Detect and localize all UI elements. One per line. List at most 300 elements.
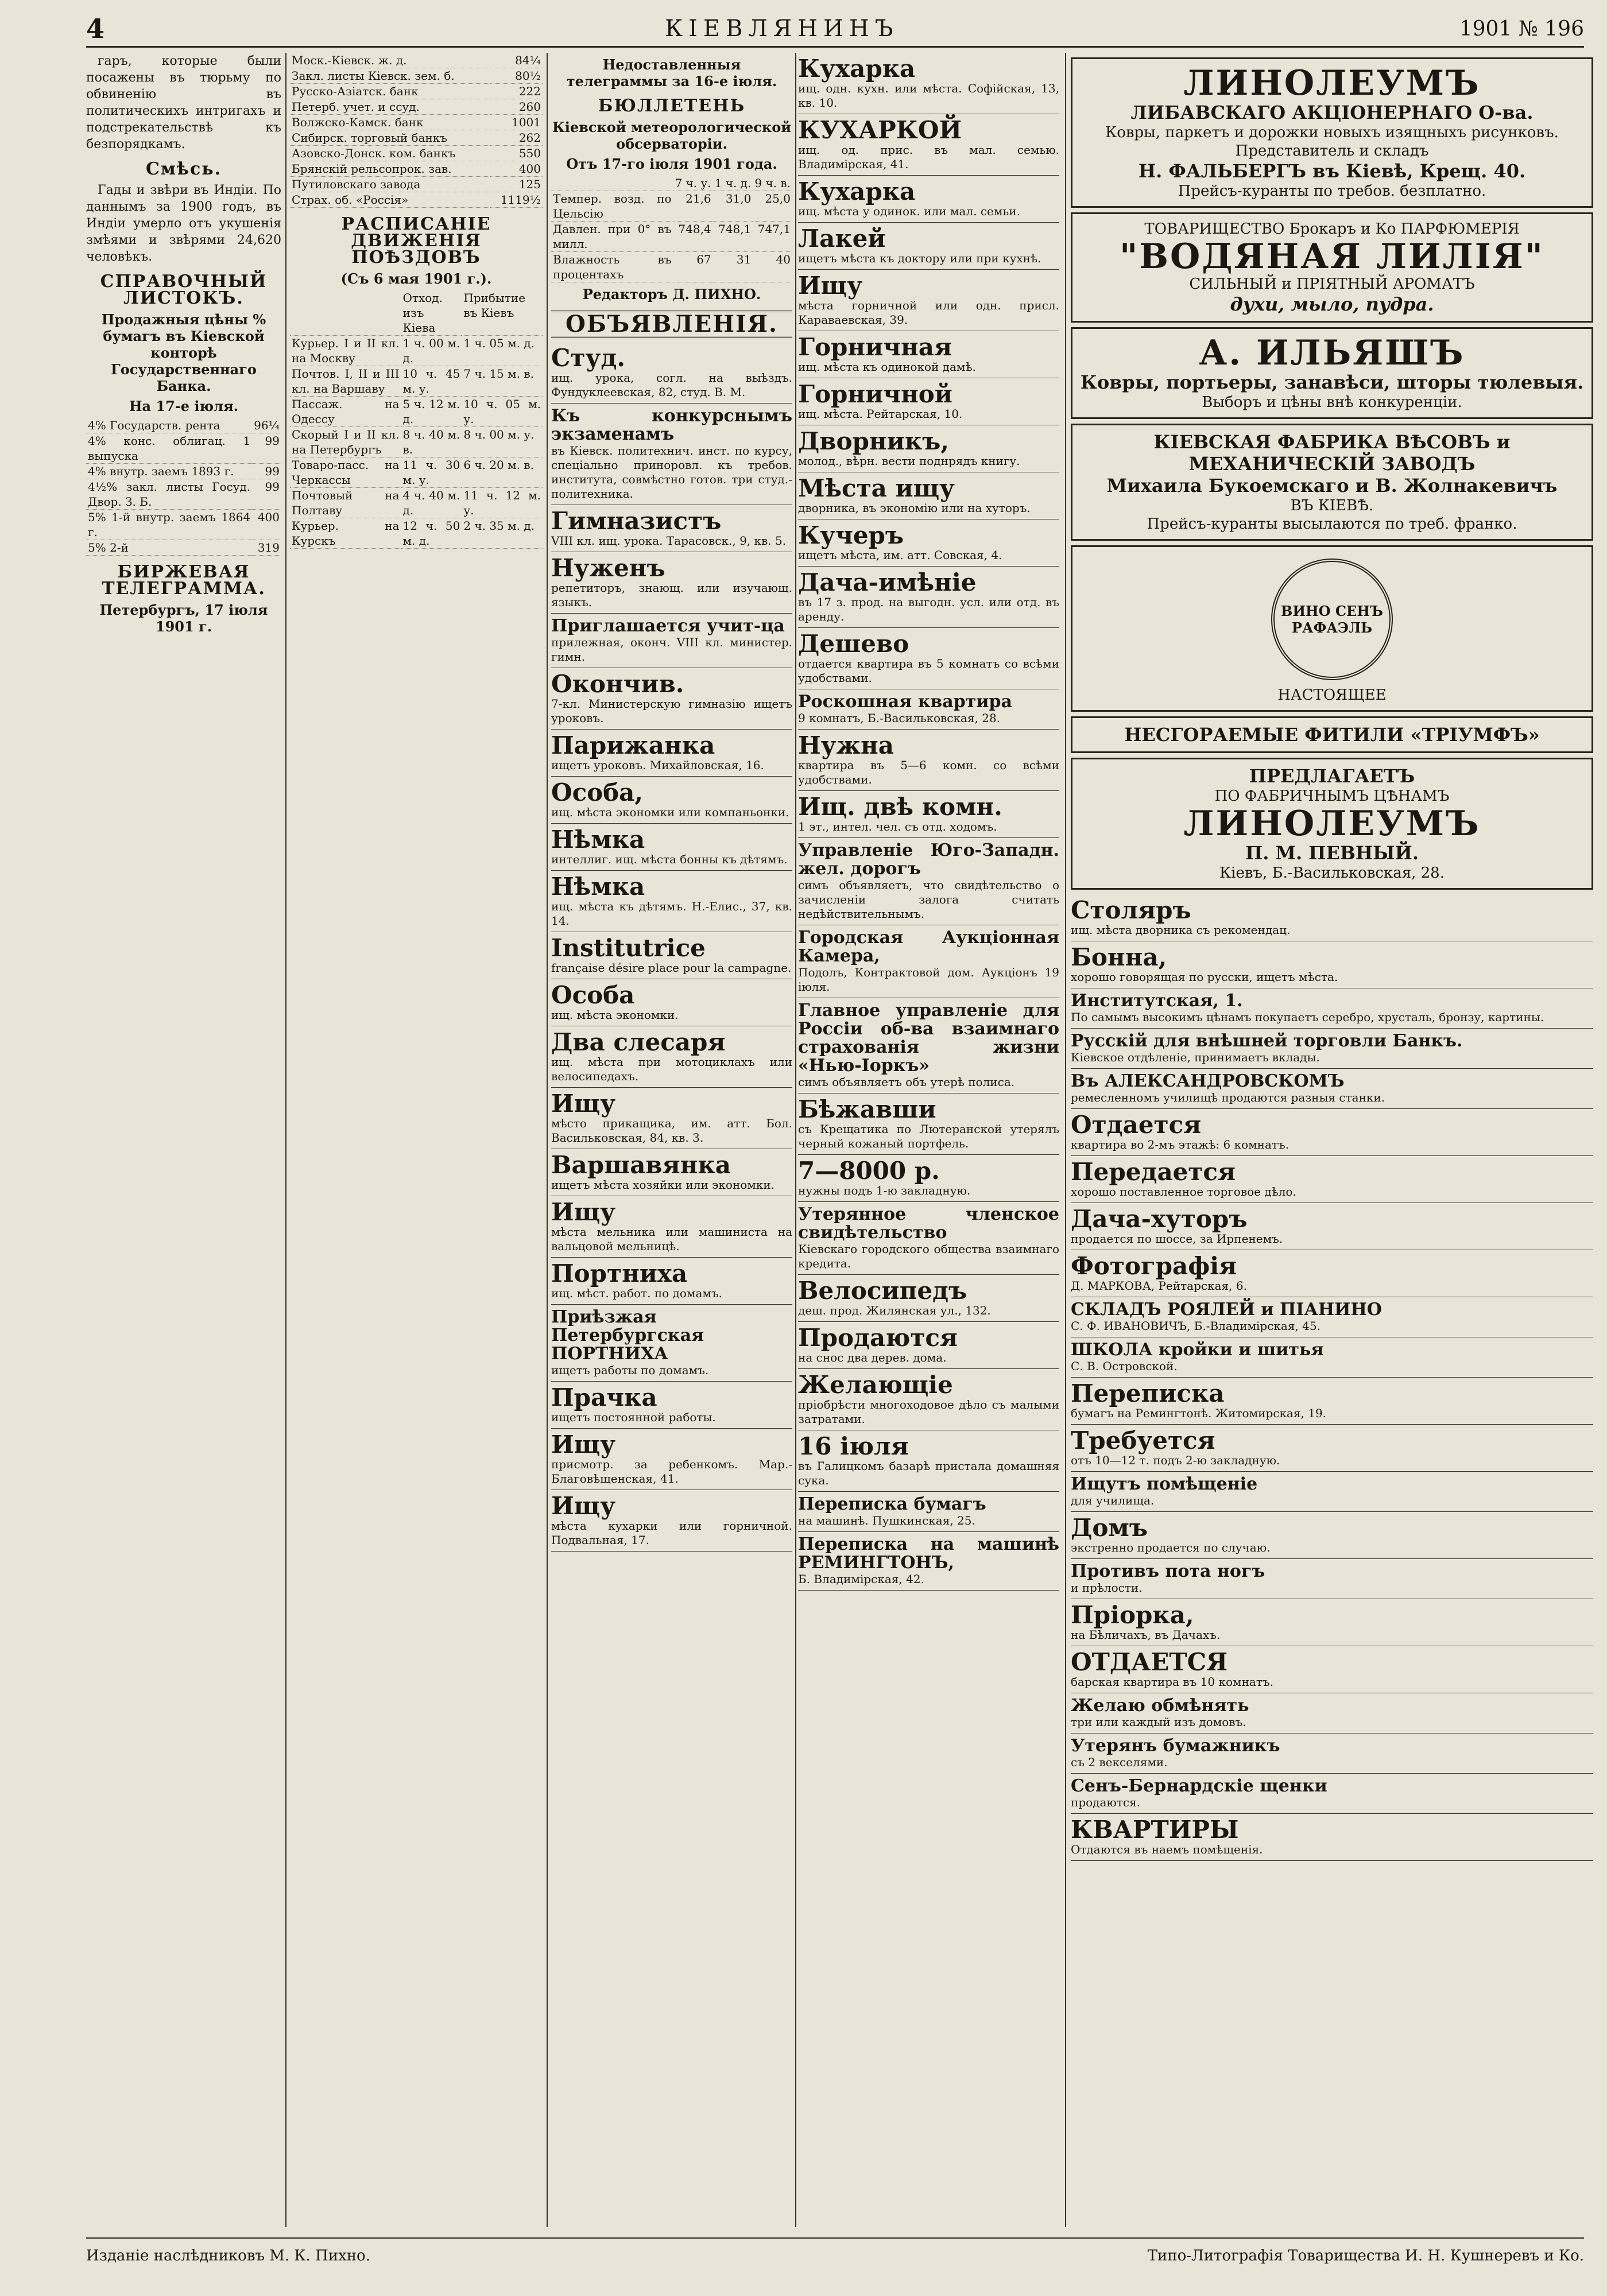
ilyash-title: А. ИЛЬЯШЪ <box>1199 333 1465 373</box>
ad-text: мѣста мельника или машиниста на вальцовой мельницѣ. <box>551 1225 792 1253</box>
stock-value: 260 <box>490 99 543 115</box>
table-row <box>290 192 543 208</box>
train-route: Почтов. I, II и III кл. на Варшаву <box>290 366 401 397</box>
classified-ad <box>798 925 1059 998</box>
smes-text: Гады и звѣри въ Индіи. По даннымъ за 1900 годъ, въ Индіи умерло отъ укушенія змѣями и звѣрями 24,620 человѣкъ. <box>86 183 281 264</box>
weather-value: 748,4 <box>673 222 713 252</box>
linoleum2-title: ЛИНОЛЕУМЪ <box>1183 804 1481 844</box>
weather-value: 67 <box>673 252 713 282</box>
lamp-ad <box>1071 716 1593 753</box>
page-header <box>86 11 1584 48</box>
ad-keyword: Дача-хуторъ <box>1071 1205 1248 1233</box>
train-route: Курьер. на Курскъ <box>290 518 401 549</box>
linoleum2-dealer: П. М. ПЕВНЫЙ. <box>1245 842 1419 864</box>
ad-keyword: Бѣжавши <box>798 1095 936 1123</box>
ad-keyword: Фотографія <box>1071 1252 1237 1280</box>
ad-keyword: Передается <box>1071 1158 1236 1186</box>
rate-value: 99 <box>252 433 281 464</box>
ad-text: С. Ф. ИВАНОВИЧЪ, Б.-Владимірская, 45. <box>1071 1319 1321 1333</box>
ad-text: отъ 10—12 т. подъ 2-ю закладную. <box>1071 1453 1280 1467</box>
ad-text: хорошо говорящая по русски, ищетъ мѣста. <box>1071 970 1338 984</box>
ad-text: съ Крещатика по Лютеранской утерялъ черный кожаный портфель. <box>798 1122 1059 1150</box>
ad-text: отдается квартира въ 5 комнатъ со всѣми удобствами. <box>798 657 1059 685</box>
ad-text: ремесленномъ училищѣ продаются разныя станки. <box>1071 1091 1385 1104</box>
ad-keyword: Особа, <box>551 778 644 806</box>
section-title-birzha: БИРЖЕВАЯ ТЕЛЕГРАММА. <box>102 562 266 599</box>
table-row <box>86 479 281 510</box>
stock-name: Брянскій рельсопрок. зав. <box>290 161 490 177</box>
column-exchange <box>290 53 543 2227</box>
ad-keyword: Переписка бумагъ <box>798 1494 986 1514</box>
column-header: 9 ч. в. <box>753 176 792 191</box>
ad-keyword: Institutrice <box>551 934 706 962</box>
stock-name: Азовско-Донск. ком. банкъ <box>290 146 490 161</box>
wine-title: ВИНО СЕНЪ РАФАЭЛЬ <box>1281 603 1383 636</box>
classified-ad <box>1071 1425 1593 1472</box>
ad-text: дворника, въ экономію или на хуторъ. <box>798 501 1031 515</box>
ad-text: ищ. одн. кухн. или мѣста. Софійская, 13, кв. 10. <box>798 82 1059 110</box>
rate-value: 400 <box>252 510 281 540</box>
train-departure: 5 ч. 12 м. д. <box>401 397 462 427</box>
rate-name: 5% 2-й <box>86 540 252 556</box>
classified-ad <box>798 53 1059 114</box>
ad-text: VIII кл. ищ. урока. Тарасовск., 9, кв. 5. <box>551 534 787 548</box>
classified-ad <box>551 1490 792 1552</box>
table-row <box>290 457 543 488</box>
section-title-spravka: СПРАВОЧНЫЙ ЛИСТОКЪ. <box>100 272 268 308</box>
linoleum2-offer: ПРЕДЛАГАЕТЪ <box>1249 765 1415 787</box>
ad-text: ищетъ мѣста къ доктору или при кухнѣ. <box>798 251 1041 265</box>
ad-text: пріобрѣсти многоходовое дѣло съ малыми затратами. <box>798 1398 1059 1426</box>
masthead: КІЕВЛЯНИНЪ <box>665 15 899 42</box>
train-arrival: 7 ч. 15 м. в. <box>462 366 543 397</box>
ad-text: въ Кіевск. политехнич. инст. по курсу, спеціально приноровл. къ требов. института, совмѣстно готов. три студ.-политехника. <box>551 444 792 501</box>
ads-list <box>551 342 792 1552</box>
ad-keyword: Приѣзжая Петербургская ПОРТНИХА <box>551 1307 704 1364</box>
classified-ad <box>798 730 1059 791</box>
ad-keyword: Дворникъ, <box>798 427 949 455</box>
classified-ad <box>551 1258 792 1305</box>
ad-text: барская квартира въ 10 комнатъ. <box>1071 1675 1273 1689</box>
classified-ad <box>1071 1297 1593 1337</box>
ad-text: квартира во 2-мъ этажѣ: 6 комнатъ. <box>1071 1138 1290 1151</box>
classified-ad <box>551 979 792 1026</box>
page-number: 4 <box>86 13 105 44</box>
weather-value: 21,6 <box>673 191 713 222</box>
editor-line: Редакторъ Д. ПИХНО. <box>582 286 761 302</box>
ad-text: въ 17 з. прод. на выгодн. усл. или отд. въ аренду. <box>798 595 1059 623</box>
table-row <box>290 161 543 177</box>
classified-ad <box>551 777 792 824</box>
ad-keyword: Особа <box>551 981 635 1009</box>
train-schedule-table <box>290 290 543 549</box>
classified-ad <box>798 791 1059 838</box>
rate-name: 4% внутр. заемъ 1893 г. <box>86 464 252 479</box>
column-header: 7 ч. у. <box>673 176 713 191</box>
classified-ad <box>551 404 792 505</box>
ad-text: репетиторъ, знающ. или изучающ. языкъ. <box>551 581 792 609</box>
linoleum-representative: Представитель и складъ <box>1235 142 1429 160</box>
classified-ad <box>1071 1109 1593 1156</box>
table-row <box>290 115 543 130</box>
ad-keyword: Институтская, 1. <box>1071 991 1243 1011</box>
stock-name: Страх. об. «Россія» <box>290 192 490 208</box>
ad-keyword: Парижанка <box>551 731 715 759</box>
weather-label: Темпер. возд. по Цельсію <box>551 191 673 222</box>
ad-keyword: ОТДАЕТСЯ <box>1071 1648 1228 1676</box>
ad-text: на Бѣличахъ, въ Дачахъ. <box>1071 1628 1221 1642</box>
issue-number: 1901 № 196 <box>1459 17 1584 41</box>
ad-keyword: Къ конкурснымъ экзаменамъ <box>551 406 792 444</box>
ad-keyword: Бонна, <box>1071 943 1167 971</box>
train-route: Скорый I и II кл. на Петербургъ <box>290 427 401 457</box>
brocard-products: духи, мыло, пудра. <box>1230 293 1434 315</box>
ad-text: ищетъ постоянной работы. <box>551 1410 716 1424</box>
classified-ad <box>551 932 792 979</box>
brocard-ad <box>1071 212 1593 323</box>
classified-ad <box>1071 1646 1593 1693</box>
ad-keyword: Ищу <box>551 1089 616 1118</box>
ad-text: экстренно продается по случаю. <box>1071 1541 1271 1554</box>
ad-text: ищетъ работы по домамъ. <box>551 1363 709 1377</box>
train-route: Почтовый на Полтаву <box>290 488 401 518</box>
ad-keyword: Гимназистъ <box>551 507 722 535</box>
ad-keyword: Городская Аукціонная Камера, <box>798 928 1059 966</box>
printer-line: Типо-Литографія Товарищества И. Н. Кушнеревъ и Ко. <box>1147 2247 1584 2264</box>
ad-text: хорошо поставленное торговое дѣло. <box>1071 1185 1296 1199</box>
linoleum-description: Ковры, паркетъ и дорожки новыхъ изящныхъ рисунковъ. <box>1105 124 1559 141</box>
ad-text: Б. Владимірская, 42. <box>798 1572 924 1586</box>
ad-keyword: Кучеръ <box>798 521 904 549</box>
ad-keyword: Портниха <box>551 1259 688 1287</box>
ads-list <box>1071 894 1593 1861</box>
news-text: гаръ, которые были посажены въ тюрьму по обвиненію въ политическихъ интригахъ и подстрекательствѣ къ безпорядкамъ. <box>86 54 281 152</box>
table-row <box>290 130 543 146</box>
ad-text: ищ. мѣста къ одинокой дамѣ. <box>798 360 976 374</box>
classified-ad <box>551 614 792 668</box>
ad-keyword: Желаю обмѣнять <box>1071 1696 1249 1716</box>
ad-text: ищ. мѣста у одинок. или мал. семьи. <box>798 204 1020 218</box>
train-departure: 4 ч. 40 м. д. <box>401 488 462 518</box>
classified-ad <box>1071 1378 1593 1425</box>
ad-keyword: Нужна <box>798 731 894 759</box>
ilyash-note: Выборъ и цѣны внѣ конкуренціи. <box>1202 394 1462 411</box>
classified-ad <box>551 552 792 614</box>
classified-ad <box>798 1430 1059 1492</box>
classified-ad <box>1071 1069 1593 1109</box>
linoleum-note: Прейсъ-куранты по требов. безплатно. <box>1178 183 1486 200</box>
ad-text: Д. МАРКОВА, Рейтарская, 6. <box>1071 1279 1247 1293</box>
bulletin-date: Отъ 17-го іюля 1901 года. <box>566 156 777 172</box>
classified-ad <box>1071 941 1593 988</box>
classified-ad <box>798 1155 1059 1202</box>
weather-label: Влажность въ процентахъ <box>551 252 673 282</box>
table-row <box>290 68 543 84</box>
classified-ad <box>551 1305 792 1382</box>
ad-text: ищ. мѣста экономки. <box>551 1008 679 1022</box>
table-row <box>551 191 792 222</box>
ad-keyword: Ищу <box>551 1198 616 1226</box>
ad-keyword: ШКОЛА кройки и шитья <box>1071 1340 1324 1360</box>
ad-text: бумагъ на Ремингтонѣ. Житомирская, 19. <box>1071 1406 1327 1420</box>
classified-ad <box>551 1429 792 1490</box>
wine-ad <box>1071 545 1593 712</box>
birzha-date: Петербургъ, 17 іюля 1901 г. <box>99 602 268 635</box>
table-row <box>290 336 543 366</box>
scales-ad <box>1071 424 1593 541</box>
ad-keyword: Ищутъ помѣщеніе <box>1071 1474 1258 1494</box>
page-footer <box>86 2237 1584 2273</box>
rate-value: 96¼ <box>252 418 281 433</box>
ad-text: деш. прод. Жилянская ул., 132. <box>798 1304 991 1317</box>
stocks-table <box>290 53 543 208</box>
linoleum-title: ЛИНОЛЕУМЪ <box>1183 63 1481 103</box>
ad-text: въ Галицкомъ базарѣ пристала домашняя сука. <box>798 1459 1059 1487</box>
spravka-date: На 17-е іюля. <box>129 398 239 414</box>
ad-keyword: Сенъ-Бернардскіе щенки <box>1071 1776 1327 1796</box>
classified-ad <box>798 114 1059 176</box>
classified-ad <box>798 223 1059 270</box>
ad-text: ищ. мѣста экономки или компаньонки. <box>551 805 789 819</box>
ad-text: ищ. мѣст. работ. по домамъ. <box>551 1286 723 1300</box>
ad-keyword: Отдается <box>1071 1111 1202 1139</box>
train-route: Товаро-пасс. на Черкассы <box>290 457 401 488</box>
rate-name: 5% 1-й внутр. заемъ 1864 г. <box>86 510 252 540</box>
ad-text: Кіевскаго городского общества взаимнаго кредита. <box>798 1242 1059 1270</box>
ad-text: 7-кл. Министерскую гимназію ищетъ уроковъ. <box>551 697 792 725</box>
classified-ad <box>551 1149 792 1196</box>
table-row <box>290 397 543 427</box>
rate-name: 4% Государств. рента <box>86 418 252 433</box>
ad-text: продаются. <box>1071 1795 1141 1809</box>
ad-keyword: Главное управленіе для Россіи об-ва взаимнаго страхованія жизни «Нью-Іоркъ» <box>798 1000 1059 1076</box>
column-display-ads <box>1071 53 1593 2227</box>
ad-text: ищ. мѣста. Рейтарская, 10. <box>798 407 963 421</box>
weather-value: 25,0 <box>753 191 792 222</box>
train-departure: 12 ч. 50 м. д. <box>401 518 462 549</box>
classified-ad <box>1071 988 1593 1029</box>
ad-text: По самымъ высокимъ цѣнамъ покупаетъ серебро, хрусталь, бронзу, картины. <box>1071 1010 1544 1024</box>
bulletin-subtitle: Кіевской метеорологической обсерваторіи. <box>552 119 792 152</box>
bulletin-title: БЮЛЛЕТЕНЬ <box>598 96 746 116</box>
stock-name: Волжско-Камск. банк <box>290 115 490 130</box>
ad-keyword: Варшавянка <box>551 1151 731 1179</box>
table-row <box>86 510 281 540</box>
train-arrival: 8 ч. 00 м. у. <box>462 427 543 457</box>
stock-name: Закл. листы Кіевск. зем. б. <box>290 68 490 84</box>
linoleum2-subtitle: ПО ФАБРИЧНЫМЪ ЦѢНАМЪ <box>1214 788 1450 805</box>
classified-ad <box>1071 1599 1593 1646</box>
stock-name: Моск.-Кіевск. ж. д. <box>290 53 490 68</box>
table-row <box>290 518 543 549</box>
table-row <box>290 366 543 397</box>
wine-seal-icon <box>1271 559 1393 680</box>
stock-name: Путиловскаго завода <box>290 177 490 192</box>
classified-ad <box>551 1026 792 1088</box>
table-row <box>290 99 543 115</box>
classified-ad <box>551 668 792 730</box>
classified-ad <box>1071 1814 1593 1861</box>
ad-text: С. В. Островской. <box>1071 1359 1178 1373</box>
train-departure: 1 ч. 00 м. д. <box>401 336 462 366</box>
ad-text: съ 2 векселями. <box>1071 1755 1168 1769</box>
rate-name: 4% конс. облигац. 1 выпуска <box>86 433 252 464</box>
weather-value: 31 <box>713 252 753 282</box>
classified-ad <box>798 1369 1059 1430</box>
classified-ad <box>1071 1029 1593 1069</box>
stock-name: Русско-Азіатск. банк <box>290 84 490 99</box>
column-news <box>86 53 281 2227</box>
rates-table <box>86 418 281 556</box>
table-row <box>551 252 792 282</box>
weather-value: 40 <box>753 252 792 282</box>
train-arrival: 1 ч. 05 м. д. <box>462 336 543 366</box>
scales-title: КІЕВСКАЯ ФАБРИКА ВѢСОВЪ и МЕХАНИЧЕСКІЙ ЗАВОДЪ <box>1153 431 1511 475</box>
ad-keyword: Велосипедъ <box>798 1277 967 1305</box>
column-ads <box>798 53 1059 2227</box>
section-title-schedule: РАСПИСАНІЕ ДВИЖЕНІЯ ПОѢЗДОВЪ <box>341 214 491 267</box>
weather-value: 748,1 <box>713 222 753 252</box>
ad-keyword: Ищу <box>551 1492 616 1520</box>
ad-text: ищетъ мѣста, им. атт. Совская, 4. <box>798 548 1002 562</box>
weather-value: 747,1 <box>753 222 792 252</box>
column-header: Отход. изъ Кіева <box>401 290 462 336</box>
stock-value: 1001 <box>490 115 543 130</box>
ad-text: нужны подъ 1-ю закладную. <box>798 1184 971 1197</box>
stock-value: 550 <box>490 146 543 161</box>
ad-keyword: Столяръ <box>1071 896 1191 924</box>
ad-keyword: Требуется <box>1071 1426 1215 1455</box>
ad-keyword: Горничная <box>798 333 952 361</box>
ad-text: мѣста кухарки или горничной. Подвальная, 17. <box>551 1519 792 1547</box>
ad-keyword: Дача-имѣніе <box>798 568 977 596</box>
ad-keyword: Утерянное членское свидѣтельство <box>798 1204 1059 1243</box>
classified-ad <box>551 1382 792 1429</box>
classified-ad <box>1071 1337 1593 1378</box>
table-header-row <box>290 290 543 336</box>
ad-keyword: КВАРТИРЫ <box>1071 1816 1239 1844</box>
train-route: Курьер. I и II кл. на Москву <box>290 336 401 366</box>
ad-text: продается по шоссе, за Ирпенемъ. <box>1071 1232 1283 1246</box>
stock-value: 125 <box>490 177 543 192</box>
linoleum-subtitle: ЛИБАВСКАГО АКЦІОНЕРНАГО О-ва. <box>1130 102 1534 123</box>
table-row <box>86 540 281 556</box>
column-header <box>551 176 673 191</box>
ad-keyword: Ищу <box>551 1430 616 1459</box>
column-header <box>290 290 401 336</box>
classified-ad <box>798 689 1059 730</box>
stock-value: 400 <box>490 161 543 177</box>
brocard-subtitle: СИЛЬНЫЙ и ПРІЯТНЫЙ АРОМАТЪ <box>1189 276 1475 293</box>
ad-keyword: Противъ пота ногъ <box>1071 1561 1265 1581</box>
ad-keyword: Утерянъ бумажникъ <box>1071 1736 1280 1756</box>
ad-text: ищ. мѣста дворника съ рекомендац. <box>1071 923 1291 937</box>
ad-text: для училища. <box>1071 1494 1155 1507</box>
stock-name: Петерб. учет. и ссуд. <box>290 99 490 115</box>
train-route: Пассаж. на Одессу <box>290 397 401 427</box>
ad-text: ищ. мѣста къ дѣтямъ. Н.-Елис., 37, кв. 14. <box>551 899 792 928</box>
ad-text: 1 эт., интел. чел. съ отд. ходомъ. <box>798 820 997 833</box>
stock-value: 222 <box>490 84 543 99</box>
ad-keyword: Роскошная квартира <box>798 692 1012 712</box>
ad-keyword: Нѣмка <box>551 872 645 901</box>
ad-text: симъ объявляетъ объ утерѣ полиса. <box>798 1075 1015 1089</box>
ilyash-description: Ковры, портьеры, занавѣси, шторы тюлевыя. <box>1080 371 1584 393</box>
classified-ad <box>1071 1512 1593 1559</box>
brocard-title: "ВОДЯНАЯ ЛИЛІЯ" <box>1120 236 1544 277</box>
scales-city: ВЪ КІЕВѢ. <box>1290 497 1374 514</box>
train-departure: 11 ч. 30 м. у. <box>401 457 462 488</box>
classified-ad <box>798 378 1059 425</box>
linoleum-ad <box>1071 57 1593 208</box>
classified-ad <box>798 472 1059 519</box>
ad-keyword: СКЛАДЪ РОЯЛЕЙ и ПІАНИНО <box>1071 1300 1382 1320</box>
table-row <box>290 427 543 457</box>
table-row <box>86 418 281 433</box>
ad-text: присмотр. за ребенкомъ. Мар.-Благовѣщенская, 41. <box>551 1457 792 1486</box>
ad-keyword: Приглашается учит-ца <box>551 616 785 636</box>
classified-ad <box>798 176 1059 223</box>
train-arrival: 10 ч. 05 м. у. <box>462 397 543 427</box>
ad-text: française désire place pour la campagne. <box>551 961 792 975</box>
train-arrival: 6 ч. 20 м. в. <box>462 457 543 488</box>
rate-value: 319 <box>252 540 281 556</box>
ad-keyword: Кухарка <box>798 177 916 205</box>
publisher-line: Изданіе наслѣдниковъ М. К. Пихно. <box>86 2247 370 2264</box>
schedule-subtitle: (Съ 6 мая 1901 г.). <box>340 270 492 287</box>
spravka-subtitle: Продажныя цѣны % бумагъ въ Кіевской конторѣ Государственнаго Банка. <box>101 311 266 394</box>
ad-text: мѣсто прикащика, им. атт. Бол. Васильковская, 84, кв. 3. <box>551 1116 792 1145</box>
classified-ad <box>798 1093 1059 1155</box>
table-row <box>86 464 281 479</box>
column-header: Прибытие въ Кіевъ <box>462 290 543 336</box>
ad-text: и прѣлости. <box>1071 1581 1143 1595</box>
table-row <box>86 433 281 464</box>
rate-value: 99 <box>252 479 281 510</box>
classified-ad <box>1071 1774 1593 1814</box>
stock-value: 1119½ <box>490 192 543 208</box>
ad-keyword: Студ. <box>551 344 625 372</box>
table-header-row <box>551 176 792 191</box>
linoleum-dealer: Н. ФАЛЬБЕРГЪ въ Кіевѣ, Крещ. 40. <box>1138 160 1526 182</box>
column-rule <box>1065 53 1066 2227</box>
ad-keyword: Дешево <box>798 630 909 658</box>
classified-ad <box>798 628 1059 689</box>
linoleum2-address: Кіевъ, Б.-Васильковская, 28. <box>1219 864 1445 882</box>
classified-ad <box>798 838 1059 925</box>
stock-name: Сибирск. торговый банкъ <box>290 130 490 146</box>
table-row <box>551 222 792 252</box>
ad-keyword: Прачка <box>551 1383 657 1411</box>
ad-keyword: Продаются <box>798 1324 958 1352</box>
classified-ad <box>1071 1559 1593 1599</box>
classified-ad <box>798 519 1059 567</box>
train-arrival: 2 ч. 35 м. д. <box>462 518 543 549</box>
classified-ad <box>798 425 1059 472</box>
table-row <box>290 53 543 68</box>
lamp-title: НЕСГОРАЕМЫЕ ФИТИЛИ «ТРІУМФЪ» <box>1124 724 1540 746</box>
ad-keyword: Окончив. <box>551 670 684 698</box>
ad-text: ищетъ мѣста хозяйки или экономки. <box>551 1178 775 1192</box>
ad-text: интеллиг. ищ. мѣста бонны къ дѣтямъ. <box>551 852 788 866</box>
classified-ad <box>798 1532 1059 1591</box>
weather-label: Давлен. при 0° въ милл. <box>551 222 673 252</box>
ad-keyword: Управленіе Юго-Западн. жел. дорогъ <box>798 840 1059 879</box>
classified-ad <box>798 998 1059 1093</box>
ad-keyword: Переписка на машинѣ РЕМИНГТОНЪ, <box>798 1534 1059 1573</box>
train-arrival: 11 ч. 12 м. у. <box>462 488 543 518</box>
ad-text: Кіевское отдѣленіе, принимаетъ вклады. <box>1071 1050 1320 1064</box>
